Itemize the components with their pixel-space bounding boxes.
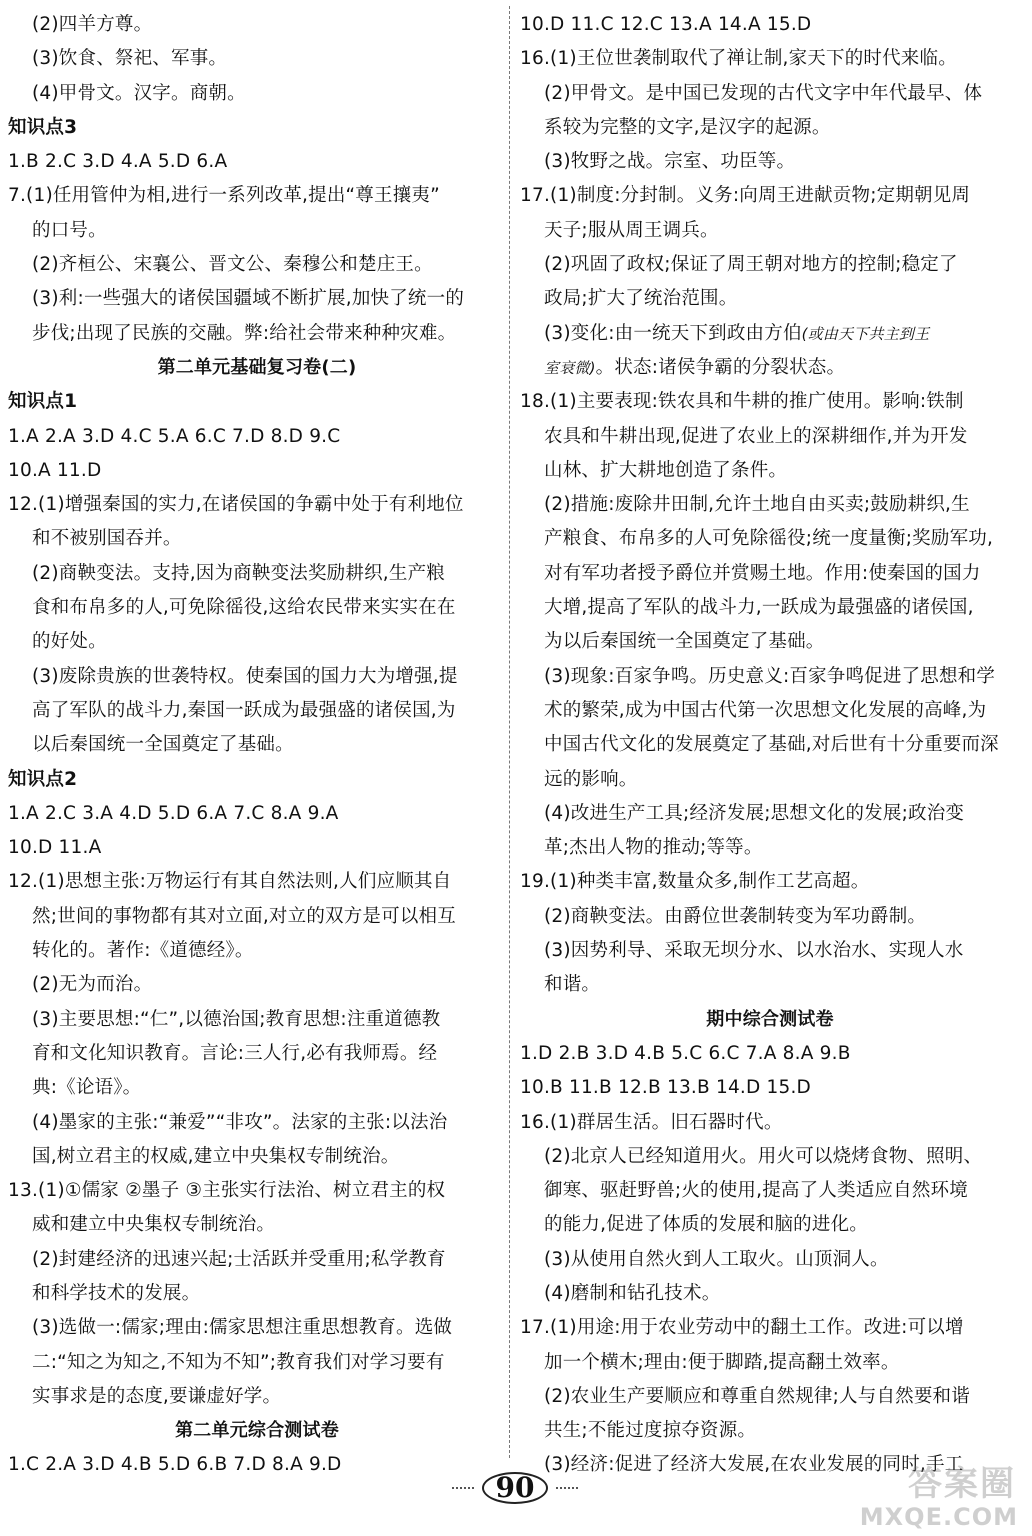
answer-line (520, 248, 1020, 282)
answer-line-text: 12.(1)增强秦国的实力,在诸侯国的争霸中处于有利地位 (8, 494, 464, 516)
answer-line-text: 10.D 11.C 12.C 13.A 14.A 15.D (520, 14, 812, 35)
answer-line-text: (3)牧野之战。宗室、功臣等。 (544, 151, 796, 173)
answer-line (8, 1380, 506, 1414)
answer-line (520, 694, 1020, 728)
answer-line-text: 知识点1 (8, 391, 78, 413)
answer-line (8, 282, 506, 316)
answer-line-text: (2)四羊方尊。 (32, 14, 153, 35)
answer-line (8, 145, 506, 179)
answer-line (520, 1208, 1020, 1242)
knowledge-point-heading (8, 763, 506, 797)
answer-line-text: 知识点3 (8, 116, 78, 138)
answer-line-text: (3)废除贵族的世袭特权。使秦国的国力大为增强,提 (32, 665, 458, 687)
knowledge-point-heading (8, 385, 506, 419)
answer-line (8, 1346, 506, 1380)
answer-line-text: 1.B 2.C 3.D 4.A 5.D 6.A (8, 151, 228, 173)
answer-line-text: 知识点2 (8, 768, 78, 790)
answer-line (8, 1003, 506, 1037)
answer-line (8, 900, 506, 934)
answer-line-text: 第二单元综合测试卷 (175, 1420, 339, 1442)
answer-line (520, 385, 1020, 419)
answer-line (8, 728, 506, 762)
answer-line-text: 为以后秦国统一全国奠定了基础。 (544, 631, 825, 653)
answer-line (520, 522, 1020, 556)
answer-line (520, 488, 1020, 522)
answer-line (8, 968, 506, 1002)
answer-line-text: 16.(1)群居生活。旧石器时代。 (520, 1111, 783, 1133)
answer-line-text: 国,树立君主的权威,建立中央集权专制统治。 (32, 1145, 400, 1167)
answer-line (520, 625, 1020, 659)
answer-line (520, 1380, 1020, 1414)
answer-line-text: 系较为完整的文字,是汉字的起源。 (544, 116, 831, 138)
answer-line-text: 1.A 2.C 3.A 4.D 5.D 6.A 7.C 8.A 9.A (8, 802, 339, 824)
answer-line-text: 19.(1)种类丰富,数量众多,制作工艺高超。 (520, 871, 870, 893)
answer-line-text: 食和布帛多的人,可免除徭役,这给农民带来实实在在 (32, 597, 456, 619)
answer-line (8, 248, 506, 282)
answer-line (520, 1174, 1020, 1208)
answer-line (8, 1174, 506, 1208)
answer-line-text: 步伐;出现了民族的交融。弊:给社会带来种种灾难。 (32, 322, 457, 344)
answer-line (8, 865, 506, 899)
answer-line-text: 7.(1)任用管仲为相,进行一系列改革,提出“尊王攘夷” (8, 185, 440, 207)
answer-line (520, 1414, 1020, 1448)
answer-line (8, 454, 506, 488)
left-column (8, 8, 506, 1483)
answer-line (520, 591, 1020, 625)
answer-line (520, 557, 1020, 591)
answer-line-text: 革;杰出人物的推动;等等。 (544, 837, 763, 859)
answer-line (520, 1346, 1020, 1380)
answer-line-text: 产粮食、布帛多的人可免除徭役;统一度量衡;奖励军功, (544, 528, 994, 550)
answer-line (8, 557, 506, 591)
answer-line-note: 室衰微) (544, 358, 596, 377)
answer-line-text: (3)因势利导、采取无坝分水、以水治水、实现人水 (544, 940, 964, 962)
answer-line-text: (3)变化:由一统天下到政由方伯 (544, 322, 802, 344)
answer-line-text: 期中综合测试卷 (706, 1008, 834, 1030)
watermark-url-text: MXQE.COM (859, 1503, 1018, 1531)
answer-line-text: 12.(1)思想主张:万物运行有其自然法则,人们应顺其自 (8, 871, 452, 893)
answer-line-text: 中国古代文化的发展奠定了基础,对后世有十分重要而深 (544, 734, 999, 756)
answer-line (520, 660, 1020, 694)
answer-line (520, 728, 1020, 762)
answer-line-text: (2)北京人已经知道用火。用火可以烧烤食物、照明、 (544, 1145, 983, 1167)
answer-line-text: 育和文化知识教育。言论:三人行,必有我师焉。经 (32, 1042, 438, 1064)
section-title (8, 1414, 506, 1448)
answer-line-text: (2)措施:废除井田制,允许土地自由买卖;鼓励耕织,生 (544, 494, 970, 516)
answer-line-text: 17.(1)用途:用于农业劳动中的翻土工作。改进:可以增 (520, 1317, 964, 1339)
answer-line (8, 317, 506, 351)
answer-line (520, 454, 1020, 488)
answer-line-text: 然;世间的事物都有其对立面,对立的双方是可以相互 (32, 905, 456, 927)
answer-line-text: 和谐。 (544, 974, 601, 996)
answer-line (520, 831, 1020, 865)
answer-line (8, 1140, 506, 1174)
answer-line (8, 1071, 506, 1105)
answer-line (8, 42, 506, 76)
answer-line-text: 的好处。 (32, 631, 107, 653)
answer-line (520, 865, 1020, 899)
answer-line-text: (2)封建经济的迅速兴起;士活跃并受重用;私学教育 (32, 1248, 446, 1270)
answer-line-text: 的能力,促进了体质的发展和脑的进化。 (544, 1214, 868, 1236)
answer-line-text: (2)农业生产要顺应和尊重自然规律;人与自然要和谐 (544, 1385, 970, 1407)
answer-line-text: 17.(1)制度:分封制。义务:向周王进献贡物;定期朝见周 (520, 185, 971, 207)
answer-line-text: (3)饮食、祭祀、军事。 (32, 48, 228, 70)
answer-line-text: 的口号。 (32, 219, 107, 241)
answer-line-text: (2)无为而治。 (32, 974, 153, 996)
answer-line (8, 591, 506, 625)
answer-line (8, 214, 506, 248)
answer-line (520, 214, 1020, 248)
answer-line (520, 1037, 1020, 1071)
answer-line (520, 145, 1020, 179)
answer-line-text: (3)经济:促进了经济大发展,在农业发展的同时,手工 (544, 1454, 964, 1476)
answer-line-text: (3)主要思想:“仁”,以德治国;教育思想:注重道德教 (32, 1008, 441, 1030)
answer-line-text: 10.B 11.B 12.B 13.B 14.D 15.D (520, 1077, 811, 1099)
answer-line (8, 831, 506, 865)
answer-line (520, 1243, 1020, 1277)
answer-line-text: (3)选做一:儒家;理由:儒家思想注重思想教育。选做 (32, 1317, 453, 1339)
answer-line (520, 420, 1020, 454)
answer-line (8, 179, 506, 213)
answer-line-text: 农具和牛耕出现,促进了农业上的深耕细作,并为开发 (544, 425, 968, 447)
answer-line (520, 1071, 1020, 1105)
answer-line (520, 282, 1020, 316)
answer-line-text: 10.D 11.A (8, 837, 102, 859)
knowledge-point-heading (8, 111, 506, 145)
answer-line-note: (或由天下共主到王 (801, 324, 930, 343)
answer-line-text: 10.A 11.D (8, 459, 102, 481)
answer-line-text: (2)商鞅变法。由爵位世袭制转变为军功爵制。 (544, 905, 927, 927)
answer-line-text: 1.D 2.B 3.D 4.B 5.C 6.C 7.A 8.A 9.B (520, 1042, 851, 1064)
page-number-ornament-right (556, 1487, 578, 1489)
answer-line-text: 典:《论语》。 (32, 1077, 142, 1099)
answer-line-text: (2)齐桓公、宋襄公、晋文公、秦穆公和楚庄王。 (32, 254, 433, 276)
page-number-ornament-left (452, 1487, 474, 1489)
answer-line (520, 8, 1020, 42)
answer-line-text: 加一个横木;理由:便于脚踏,提高翻土效率。 (544, 1351, 900, 1373)
answer-line-text: 高了军队的战斗力,秦国一跃成为最强盛的诸侯国,为 (32, 699, 456, 721)
answer-line-text: 16.(1)王位世袭制取代了禅让制,家天下的时代来临。 (520, 48, 957, 70)
answer-line (520, 1106, 1020, 1140)
answer-line-text: 山林、扩大耕地创造了条件。 (544, 459, 788, 481)
answer-line-text: 天子;服从周王调兵。 (544, 219, 719, 241)
answer-line-text: 18.(1)主要表现:铁农具和牛耕的推广使用。影响:铁制 (520, 391, 964, 413)
answer-line-text: (4)磨制和钻孔技术。 (544, 1282, 721, 1304)
answer-line-text: (2)甲骨文。是中国已发现的古代文字中年代最早、体 (544, 82, 983, 104)
answer-line (520, 351, 1020, 385)
answer-line-text: 1.A 2.A 3.D 4.C 5.A 6.C 7.D 8.D 9.C (8, 425, 341, 447)
answer-line (520, 179, 1020, 213)
answer-line (8, 625, 506, 659)
answer-line-text: 政局;扩大了统治范围。 (544, 288, 738, 310)
answer-line-text: 实事求是的态度,要谦虚好学。 (32, 1385, 282, 1407)
answer-line-text: 术的繁荣,成为中国古代第一次思想文化发展的高峰,为 (544, 699, 987, 721)
answer-line (8, 77, 506, 111)
answer-line (520, 934, 1020, 968)
answer-line (520, 1311, 1020, 1345)
section-title (520, 1003, 1020, 1037)
watermark-logo-text: 答案圈 (908, 1464, 1016, 1504)
answer-line (8, 420, 506, 454)
answer-line-text: (4)改进生产工具;经济发展;思想文化的发展;政治变 (544, 802, 965, 824)
answer-line (8, 1243, 506, 1277)
answer-line-text: (3)从使用自然火到人工取火。山顶洞人。 (544, 1248, 889, 1270)
answer-line-text: 御寒、驱赶野兽;火的使用,提高了人类适应自然环境 (544, 1180, 968, 1202)
answer-line (8, 488, 506, 522)
answer-line (520, 968, 1020, 1002)
answer-line-text: 远的影响。 (544, 768, 638, 790)
answer-line-text: (3)现象:百家争鸣。历史意义:百家争鸣促进了思想和学 (544, 665, 996, 687)
answer-line-text: 和不被别国吞并。 (32, 528, 182, 550)
answer-line (520, 111, 1020, 145)
answer-line (520, 1277, 1020, 1311)
answer-line (8, 8, 506, 42)
answer-line-text: (4)甲骨文。汉字。商朝。 (32, 82, 246, 104)
answer-line-text: 13.(1)①儒家 ②墨子 ③主张实行法治、树立君主的权 (8, 1180, 446, 1202)
answer-line-text: 大增,提高了军队的战斗力,一跃成为最强盛的诸侯国, (544, 597, 974, 619)
answer-line-text: 和科学技术的发展。 (32, 1282, 201, 1304)
answer-line-text: (3)利:一些强大的诸侯国疆域不断扩展,加快了统一的 (32, 288, 465, 310)
answer-line (8, 934, 506, 968)
answer-line-text: 共生;不能过度掠夺资源。 (544, 1420, 757, 1442)
right-column (520, 8, 1020, 1483)
answer-line (8, 1311, 506, 1345)
answer-line (8, 694, 506, 728)
column-divider (509, 6, 510, 1458)
answer-line-text-after: 。状态:诸侯争霸的分裂状态。 (595, 356, 846, 378)
answer-line (8, 1037, 506, 1071)
answer-line-text: (4)墨家的主张:“兼爱”“非攻”。法家的主张:以法治 (32, 1111, 448, 1133)
page-number: 90 (495, 1471, 535, 1504)
answer-line-text: 转化的。著作:《道德经》。 (32, 940, 254, 962)
answer-line (520, 42, 1020, 76)
answer-line (8, 1106, 506, 1140)
answer-line-text: 对有军功者授予爵位并赏赐土地。作用:使秦国的国力 (544, 562, 981, 584)
answer-line (8, 522, 506, 556)
answer-line (520, 900, 1020, 934)
answer-line (520, 317, 1020, 351)
answer-line-text: (2)商鞅变法。支持,因为商鞅变法奖励耕织,生产粮 (32, 562, 445, 584)
answer-line-text: 第二单元基础复习卷(二) (157, 356, 357, 378)
answer-line (8, 1277, 506, 1311)
section-title (8, 351, 506, 385)
answer-line (520, 763, 1020, 797)
site-watermark (850, 1466, 1026, 1532)
answer-line-text: 以后秦国统一全国奠定了基础。 (32, 734, 294, 756)
answer-line-text: 1.C 2.A 3.D 4.B 5.D 6.B 7.D 8.A 9.D (8, 1454, 342, 1476)
answer-line (8, 660, 506, 694)
answer-line (520, 1140, 1020, 1174)
answer-line (8, 797, 506, 831)
answer-line-text: 威和建立中央集权专制统治。 (32, 1214, 276, 1236)
answer-line (520, 797, 1020, 831)
answer-line-text: (2)巩固了政权;保证了周王朝对地方的控制;稳定了 (544, 254, 958, 276)
answer-line-text: 二:“知之为知之,不知为不知”;教育我们对学习要有 (32, 1351, 445, 1373)
answer-line (520, 77, 1020, 111)
answer-line (8, 1208, 506, 1242)
